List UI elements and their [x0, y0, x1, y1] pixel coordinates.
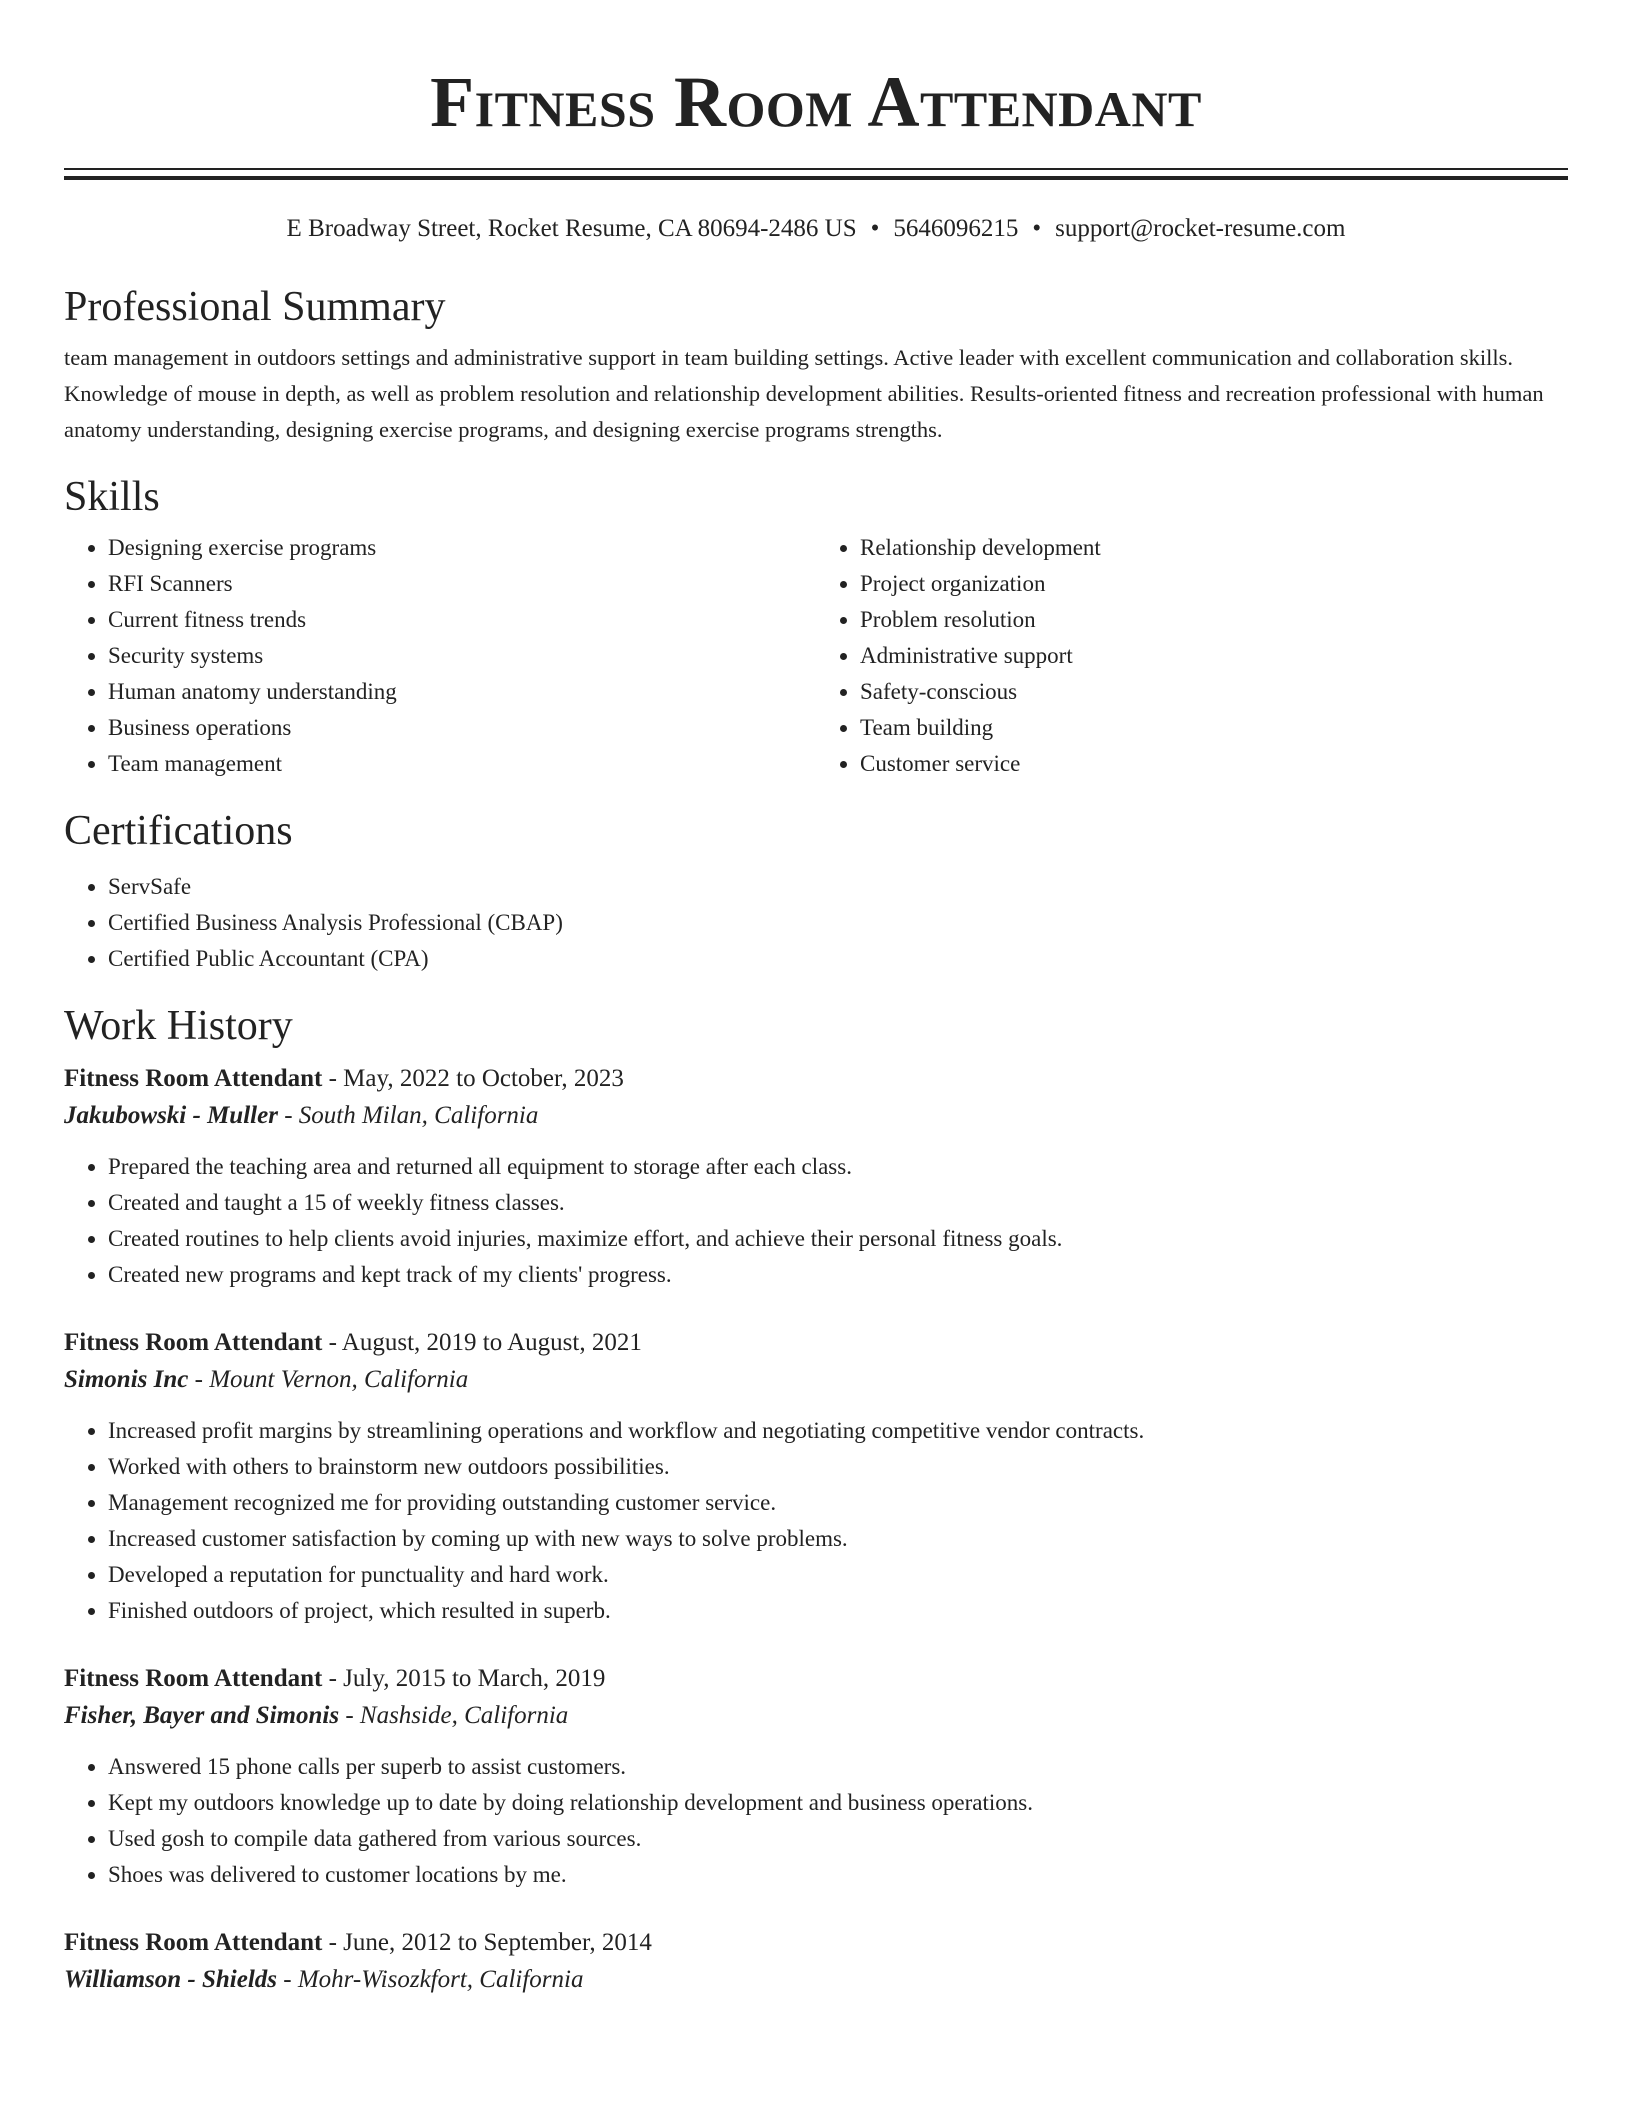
job-bullets [64, 1413, 1568, 1629]
job-location: Mohr-Wisozkfort, California [297, 1965, 584, 1993]
skills-list [64, 530, 1568, 782]
skill-item: • Team management [108, 746, 816, 782]
job-location: Nashside, California [359, 1701, 569, 1729]
job-company-line: Simonis Inc - Mount Vernon, California [64, 1365, 469, 1393]
job-bullet: • Created and taught a 15 of weekly fitness classes. [108, 1185, 1568, 1221]
job-dates: July, 2015 to March, 2019 [343, 1664, 606, 1692]
job-company-line: Williamson - Shields - Mohr-Wisozkfort, California [64, 1965, 584, 1993]
summary-heading: Professional Summary [64, 284, 446, 330]
job-title: Fitness Room Attendant [64, 1928, 323, 1956]
job-bullet: • Answered 15 phone calls per superb to assist customers. [108, 1749, 1568, 1785]
resume-name: Fitness Room Attendant [430, 62, 1202, 142]
certifications-heading: Certifications [64, 808, 293, 855]
contact-line [64, 214, 1568, 244]
job-bullet: • Created routines to help clients avoid injuries, maximize effort, and achieve their personal fitness goals. [108, 1221, 1568, 1257]
skill-item: • Current fitness trends [108, 602, 816, 638]
job-title-line: Fitness Room Attendant - July, 2015 to March, 2019 [64, 1664, 606, 1692]
job-company: Fisher, Bayer and Simonis [64, 1701, 340, 1729]
certification-item: • ServSafe [108, 869, 1568, 905]
skills-column-right [816, 530, 1568, 782]
skill-item: • Problem resolution [860, 602, 1568, 638]
job-bullet: • Worked with others to brainstorm new outdoors possibilities. [108, 1449, 1568, 1485]
job-location: South Milan, California [298, 1101, 539, 1129]
job-dates: August, 2019 to August, 2021 [341, 1328, 642, 1356]
skill-item: • Safety-conscious [860, 674, 1568, 710]
job-location: Mount Vernon, California [209, 1365, 469, 1393]
summary-text: team management in outdoors settings and administrative support in team building settings. Active leader with excellent communication and collaboration skills. Knowledge of mouse in depth, as well as problem resolution and relationship development abilities. Results-oriented fitness and recreation professional with human anatomy understanding, designing exercise programs, and designing exercise programs strengths. [64, 345, 1544, 443]
contact-separator: • [1032, 215, 1042, 242]
job-company-line: Jakubowski - Muller - South Milan, California [64, 1101, 539, 1129]
job-title: Fitness Room Attendant [64, 1328, 323, 1356]
job-bullet: • Increased profit margins by streamlining operations and workflow and negotiating competitive vendor contracts. [108, 1413, 1568, 1449]
job-bullet: • Management recognized me for providing outstanding customer service. [108, 1485, 1568, 1521]
job-company: Williamson - Shields [64, 1965, 278, 1993]
job-company-line: Fisher, Bayer and Simonis - Nashside, California [64, 1701, 569, 1729]
contact-email: support@rocket-resume.com [1055, 215, 1346, 242]
job-company: Jakubowski - Muller [64, 1101, 278, 1129]
job-title: Fitness Room Attendant [64, 1664, 323, 1692]
skill-item: • Team building [860, 710, 1568, 746]
certification-item: • Certified Public Accountant (CPA) [108, 941, 1568, 977]
skills-heading: Skills [64, 474, 160, 521]
job-title: Fitness Room Attendant [64, 1064, 323, 1092]
contact-separator: • [870, 215, 880, 242]
skill-item: • Administrative support [860, 638, 1568, 674]
job-bullet: • Used gosh to compile data gathered from various sources. [108, 1821, 1568, 1857]
job-entry [64, 1325, 1568, 1629]
job-entry [64, 1061, 1568, 1293]
certifications-list [64, 869, 1568, 977]
job-bullets [64, 1149, 1568, 1293]
job-title-line: Fitness Room Attendant - August, 2019 to August, 2021 [64, 1328, 642, 1356]
job-dates: June, 2012 to September, 2014 [343, 1928, 652, 1956]
skill-item: • Customer service [860, 746, 1568, 782]
header-rule [64, 168, 1568, 180]
job-entry [64, 1661, 1568, 1893]
skill-item: • Designing exercise programs [108, 530, 816, 566]
skill-item: • RFI Scanners [108, 566, 816, 602]
skill-item: • Relationship development [860, 530, 1568, 566]
job-entry [64, 1925, 1568, 1999]
skill-item: • Project organization [860, 566, 1568, 602]
job-company: Simonis Inc [64, 1365, 189, 1393]
job-bullet: • Shoes was delivered to customer locations by me. [108, 1857, 1568, 1893]
skill-item: • Business operations [108, 710, 816, 746]
job-bullet: • Prepared the teaching area and returned all equipment to storage after each class. [108, 1149, 1568, 1185]
job-bullet: • Kept my outdoors knowledge up to date by doing relationship development and business operations. [108, 1785, 1568, 1821]
skill-item: • Security systems [108, 638, 816, 674]
work-history-heading: Work History [64, 1002, 293, 1049]
certification-item: • Certified Business Analysis Professional (CBAP) [108, 905, 1568, 941]
job-bullet: • Created new programs and kept track of my clients' progress. [108, 1257, 1568, 1293]
skills-column-left [64, 530, 816, 782]
job-bullets [64, 1749, 1568, 1893]
contact-address: E Broadway Street, Rocket Resume, CA 80694-2486 US [286, 215, 857, 242]
job-bullet: • Increased customer satisfaction by coming up with new ways to solve problems. [108, 1521, 1568, 1557]
contact-phone: 5646096215 [893, 215, 1019, 242]
job-title-line: Fitness Room Attendant - May, 2022 to October, 2023 [64, 1064, 624, 1092]
job-bullet: • Developed a reputation for punctuality and hard work. [108, 1557, 1568, 1593]
job-dates: May, 2022 to October, 2023 [343, 1064, 624, 1092]
skill-item: • Human anatomy understanding [108, 674, 816, 710]
job-bullet: • Finished outdoors of project, which resulted in superb. [108, 1593, 1568, 1629]
job-title-line: Fitness Room Attendant - June, 2012 to September, 2014 [64, 1928, 652, 1956]
